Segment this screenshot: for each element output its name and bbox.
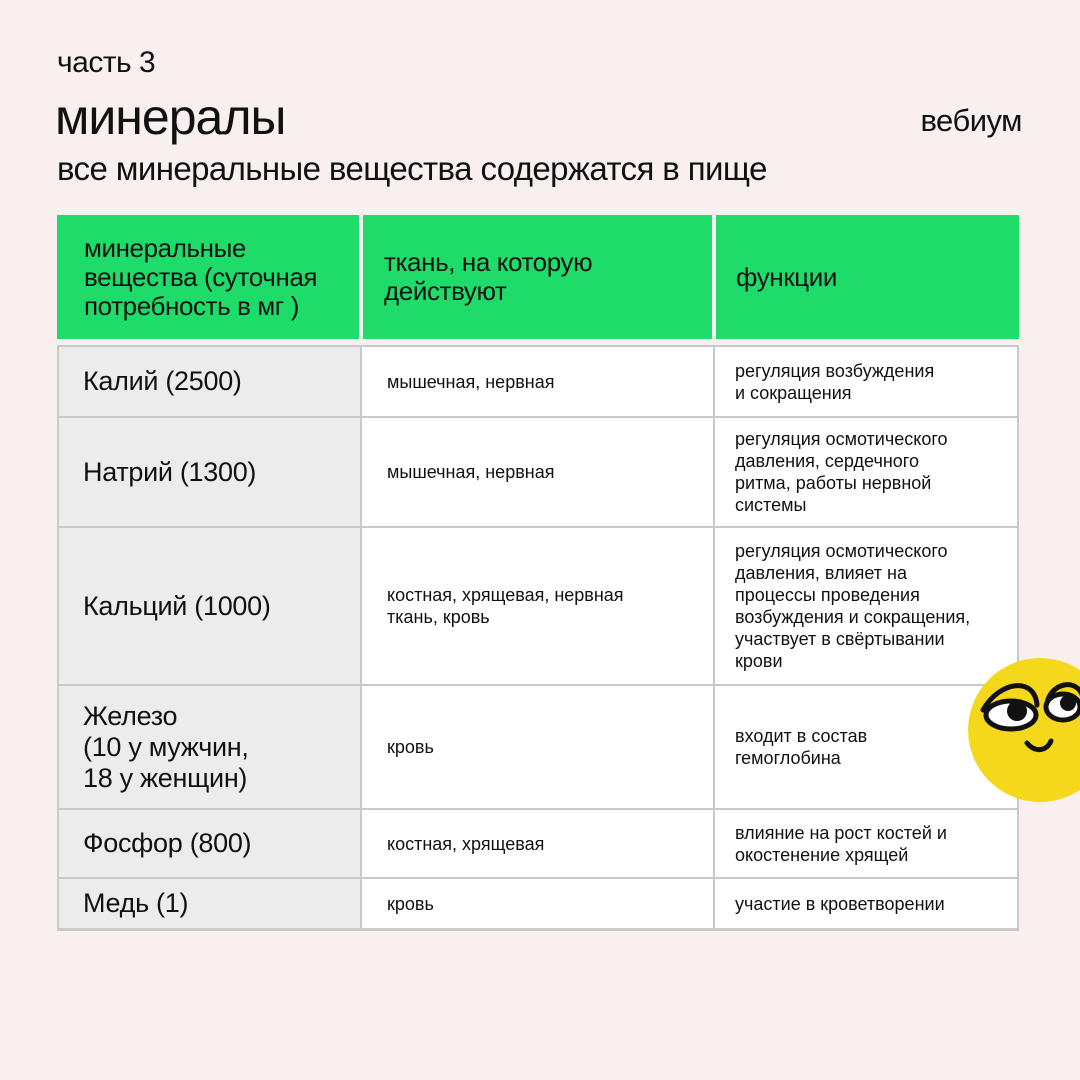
function-cell: влияние на рост костей и окостенение хрящей [735,822,947,865]
page-subtitle: все минеральные вещества содержатся в пище [57,150,767,187]
function-cell: регуляция возбуждения и сокращения [735,360,935,403]
mineral-cell: Железо (10 у мужчин, 18 у женщин) [59,686,362,808]
table-body [57,345,1019,931]
tissue-cell: костная, хрящевая [362,810,715,877]
column-header-mineral: минеральные вещества (суточная потребность в мг ) [57,215,359,339]
mineral-cell: Натрий (1300) [59,418,362,526]
table-row [59,879,1017,930]
column-header-function: функции [716,215,1019,339]
smiley-face-icon [965,655,1080,805]
table-row [59,347,1017,418]
tissue-cell: кровь [362,686,715,808]
part-label: часть 3 [57,46,156,79]
function-cell: участие в кроветворении [735,893,945,914]
tissue-cell: мышечная, нервная [362,418,715,526]
mineral-cell: Калий (2500) [59,347,362,416]
mineral-cell: Медь (1) [59,879,362,928]
tissue-cell: мышечная, нервная [362,347,715,416]
table-row [59,686,1017,810]
page-title: минералы [55,89,286,145]
table-row [59,418,1017,528]
table-row [59,810,1017,879]
table-header [57,215,1019,339]
mineral-cell: Кальций (1000) [59,528,362,684]
minerals-table [57,215,1019,931]
function-cell: регуляция осмотического давления, влияет на процессы проведения возбуждения и сокращения, участвует в свёртывании крови [735,541,971,671]
brand-logo: вебиум [920,103,1022,138]
table-row [59,528,1017,686]
function-cell: регуляция осмотического давления, сердечного ритма, работы нервной системы [735,429,948,515]
column-header-tissue: ткань, на которую действуют [363,215,712,339]
tissue-cell: костная, хрящевая, нервная ткань, кровь [362,528,715,684]
function-cell: входит в состав гемоглобина [735,726,868,768]
tissue-cell: кровь [362,879,715,928]
mineral-cell: Фосфор (800) [59,810,362,877]
